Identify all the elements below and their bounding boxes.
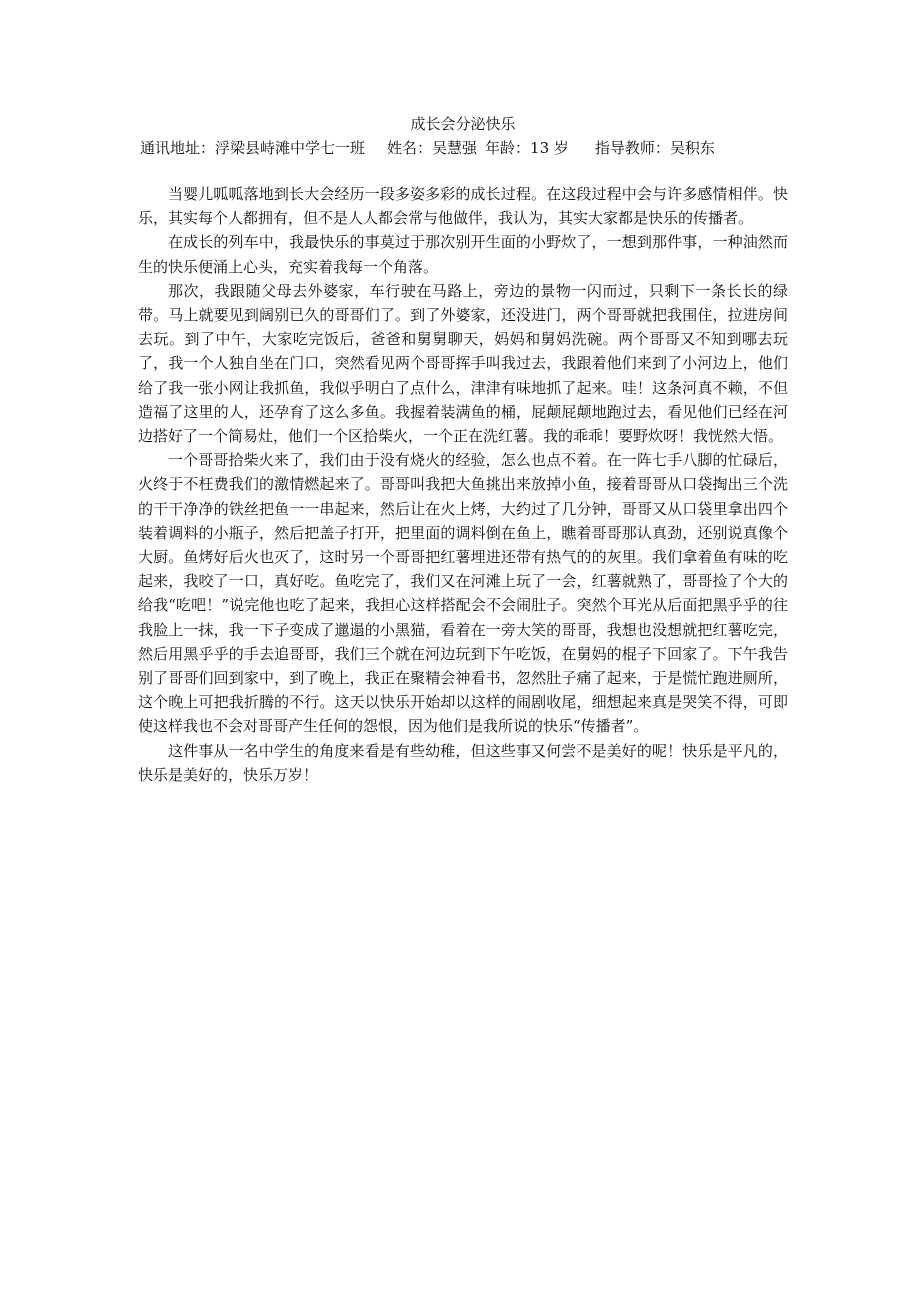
- paragraph-3: 那次，我跟随父母去外婆家，车行驶在马路上，旁边的景物一闪而过，只剩下一条长长的绿带。马上就要见到阔别已久的哥哥们了。到了外婆家，还没进门，两个哥哥就把我围住，拉进房间去玩。到了中午，大家吃完饭后，爸爸和舅舅聊天，妈妈和舅妈洗碗。两个哥哥又不知到哪去玩了，我一个人独自坐在门口，突然看见两个哥哥挥手叫我过去，我跟着他们来到了小河边上，他们给了我一张小网让我抓鱼，我似乎明白了点什么，津津有味地抓了起来。哇！这条河真不赖，不但造福了这里的人，还孕育了这么多鱼。我握着装满鱼的桶，屁颠屁颠地跑过去，看见他们已经在河边搭好了一个简易灶，他们一个区拾柴火，一个正在洗红薯。我的乖乖！要野炊呀！我恍然大悟。: [138, 281, 788, 446]
- essay-body: [138, 182, 788, 787]
- author-info-line: [140, 138, 790, 158]
- address-field: 通讯地址：浮梁县峙滩中学七一班: [140, 139, 366, 157]
- paragraph-2: 在成长的列车中，我最快乐的事莫过于那次别开生面的小野炊了，一想到那件事，一种油然而生的快乐便涌上心头，充实着我每一个角落。: [138, 233, 788, 276]
- teacher-field: 指导教师：吴积东: [594, 139, 715, 157]
- age-field: 年龄：13 岁: [485, 139, 569, 157]
- paragraph-5: 这件事从一名中学生的角度来看是有些幼稚，但这些事又何尝不是美好的呢！快乐是平凡的，快乐是美好的，快乐万岁！: [138, 741, 788, 784]
- paragraph-4: 一个哥哥拾柴火来了，我们由于没有烧火的经验，怎么也点不着。在一阵七手八脚的忙碌后，火终于不枉费我们的激情燃起来了。哥哥叫我把大鱼挑出来放掉小鱼，接着哥哥从口袋掏出三个洗的干干净净的铁丝把鱼一一串起来，然后让在火上烤，大约过了几分钟，哥哥又从口袋里拿出四个装着调料的小瓶子，然后把盖子打开，把里面的调料倒在鱼上，瞧着哥哥那认真劲，还别说真像个大厨。鱼烤好后火也灭了，这时另一个哥哥把红薯埋进还带有热气的的灰里。我们拿着鱼有味的吃起来，我咬了一口，真好吃。鱼吃完了，我们又在河滩上玩了一会，红薯就熟了，哥哥捡了个大的给我“吃吧！”说完他也吃了起来，我担心这样搭配会不会闹肚子。突然个耳光从后面把黑乎乎的往我脸上一抹，我一下子变成了邋遢的小黑猫，看着在一旁大笑的哥哥，我想也没想就把红薯吃完，然后用黑乎乎的手去追哥哥，我们三个就在河边玩到下午吃饭，在舅妈的棍子下回家了。下午我告别了哥哥们回到家中，到了晚上，我正在聚精会神看书，忽然肚子痛了起来，于是慌忙跑进厕所，这个晚上可把我折腾的不行。这天以快乐开始却以这样的闹剧收尾，细想起来真是哭笑不得，可即使这样我也不会对哥哥产生任何的怨恨，因为他们是我所说的快乐“传播者”。: [138, 451, 788, 736]
- paragraph-1: 当婴儿呱呱落地到长大会经历一段多姿多彩的成长过程。在这段过程中会与许多感情相伴。快乐，其实每个人都拥有，但不是人人都会常与他做伴，我认为，其实大家都是快乐的传播者。: [138, 185, 788, 228]
- name-field: 姓名：吴慧强: [387, 139, 478, 157]
- document-title: 成长会分泌快乐: [410, 115, 516, 133]
